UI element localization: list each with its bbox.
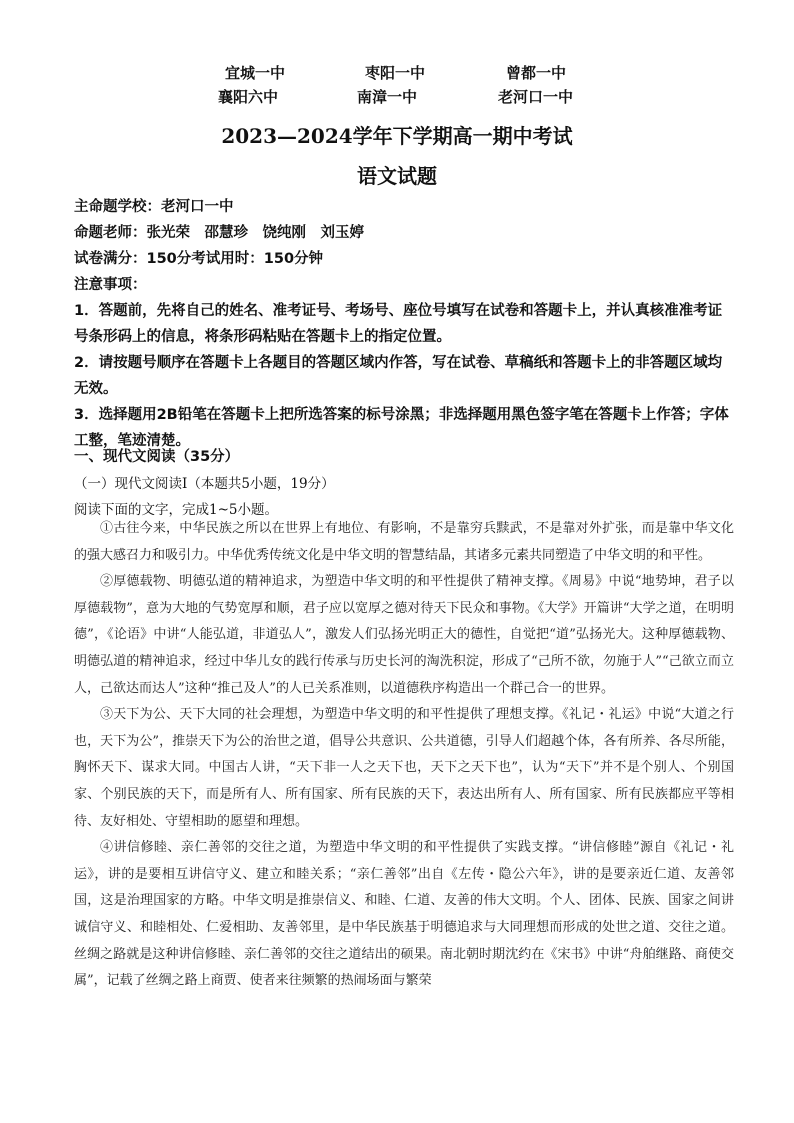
subject-title: 语文试题 <box>357 164 437 188</box>
reading-passage <box>74 516 734 995</box>
schools-row-2 <box>0 86 794 110</box>
notice-item: 2．请按题号顺序在答题卡上各题目的答题区域内作答，写在试卷、草稿纸和答题卡上的非答题区域均无效。 <box>74 355 723 397</box>
teachers: 命题老师：张光荣 邵慧珍 饶纯刚 刘玉婷 <box>74 225 364 241</box>
passage-paragraph: ③天下为公、天下大同的社会理想，为塑造中华文明的和平性提供了理想支撑。《礼记・礼运》中说“大道之行也，天下为公”，推崇天下为公的治世之道，倡导公共意识、公共道德，引导人们超越个体，各有所养、各尽所能，胸怀天下、谋求大同。中国古人讲，“天下非一人之天下也，天下之天下也”，认为“天下”并不是个别人、个别国家、个别民族的天下，而是所有人、所有国家、所有民族的天下，表达出所有人、所有国家、所有民族都应平等相待、友好相处、守望相助的愿望和理想。 <box>74 707 734 829</box>
passage-paragraph: ④讲信修睦、亲仁善邻的交往之道，为塑造中华文明的和平性提供了实践支撑。“讲信修睦”源自《礼记・礼运》，讲的是要相互讲信守义、建立和睦关系；“亲仁善邻”出自《左传・隐公六年》，讲的是要亲近仁道、友善邻国，这是治理国家的方略。中华文明是推崇信义、和睦、仁道、友善的伟大文明。个人、团体、民族、国家之间讲诚信守义、和睦相处、仁爱相助、友善邻里，是中华民族基于明德追求与大同理想而形成的处世之道、交往之道。丝绸之路就是这种讲信修睦、亲仁善邻的交往之道结出的硕果。南北朝时期沈约在《宋书》中讲“舟舶继路、商使交属”，记载了丝绸之路上商贾、使者来往频繁的热闹场面与繁荣 <box>74 840 734 989</box>
schools-row-1 <box>0 62 794 86</box>
school-name: 宜城一中 <box>225 64 286 82</box>
school-name: 南漳一中 <box>357 88 418 106</box>
host-school: 主命题学校：老河口一中 <box>74 199 234 215</box>
school-name: 襄阳六中 <box>218 88 279 106</box>
exam-title: 2023—2024学年下学期高一期中考试 <box>221 124 573 148</box>
score-time: 试卷满分：150分考试用时：150分钟 <box>74 251 324 267</box>
section-subtitle: （一）现代文阅读Ⅰ（本题共5小题，19分） <box>74 476 335 492</box>
notice-item: 3．选择题用2B铅笔在答题卡上把所选答案的标号涂黑；非选择题用黑色签字笔在答题卡上作答；字体工整，笔迹清楚。 <box>74 407 729 449</box>
exam-meta <box>74 194 734 298</box>
section-instruction: 阅读下面的文字，完成1~5小题。 <box>74 502 278 518</box>
school-name: 曾都一中 <box>506 64 567 82</box>
section-title: 一、现代文阅读（35分） <box>74 449 240 465</box>
school-name: 枣阳一中 <box>365 64 426 82</box>
passage-paragraph: ②厚德载物、明德弘道的精神追求，为塑造中华文明的和平性提供了精神支撑。《周易》中说“地势坤，君子以厚德载物”，意为大地的气势宽厚和顺，君子应以宽厚之德对待天下民众和事物。《大学》开篇讲“大学之道，在明明德”，《论语》中讲“人能弘道，非道弘人”，激发人们弘扬光明正大的德性，自觉把“道”弘扬光大。这种厚德载物、明德弘道的精神追求，经过中华儿女的践行传承与历史长河的淘洗积淀，形成了“己所不欲，勿施于人”“己欲立而立人，己欲达而达人”这种“推己及人”的人已关系准则，以道德秩序构造出一个群己合一的世界。 <box>74 574 734 696</box>
notice-item: 1．答题前，先将自己的姓名、准考证号、考场号、座位号填写在试卷和答题卡上，并认真核准准考证号条形码上的信息，将条形码粘贴在答题卡上的指定位置。 <box>74 303 723 345</box>
notice-list <box>74 298 734 454</box>
notice-heading: 注意事项： <box>74 277 147 293</box>
school-name: 老河口一中 <box>498 88 574 106</box>
passage-paragraph: ①古往今来，中华民族之所以在世界上有地位、有影响，不是靠穷兵黩武，不是靠对外扩张，而是靠中华文化的强大感召力和吸引力。中华优秀传统文化是中华文明的智慧结晶，其诸多元素共同塑造了中华文明的和平性。 <box>74 521 734 563</box>
joint-schools-header <box>0 62 794 110</box>
